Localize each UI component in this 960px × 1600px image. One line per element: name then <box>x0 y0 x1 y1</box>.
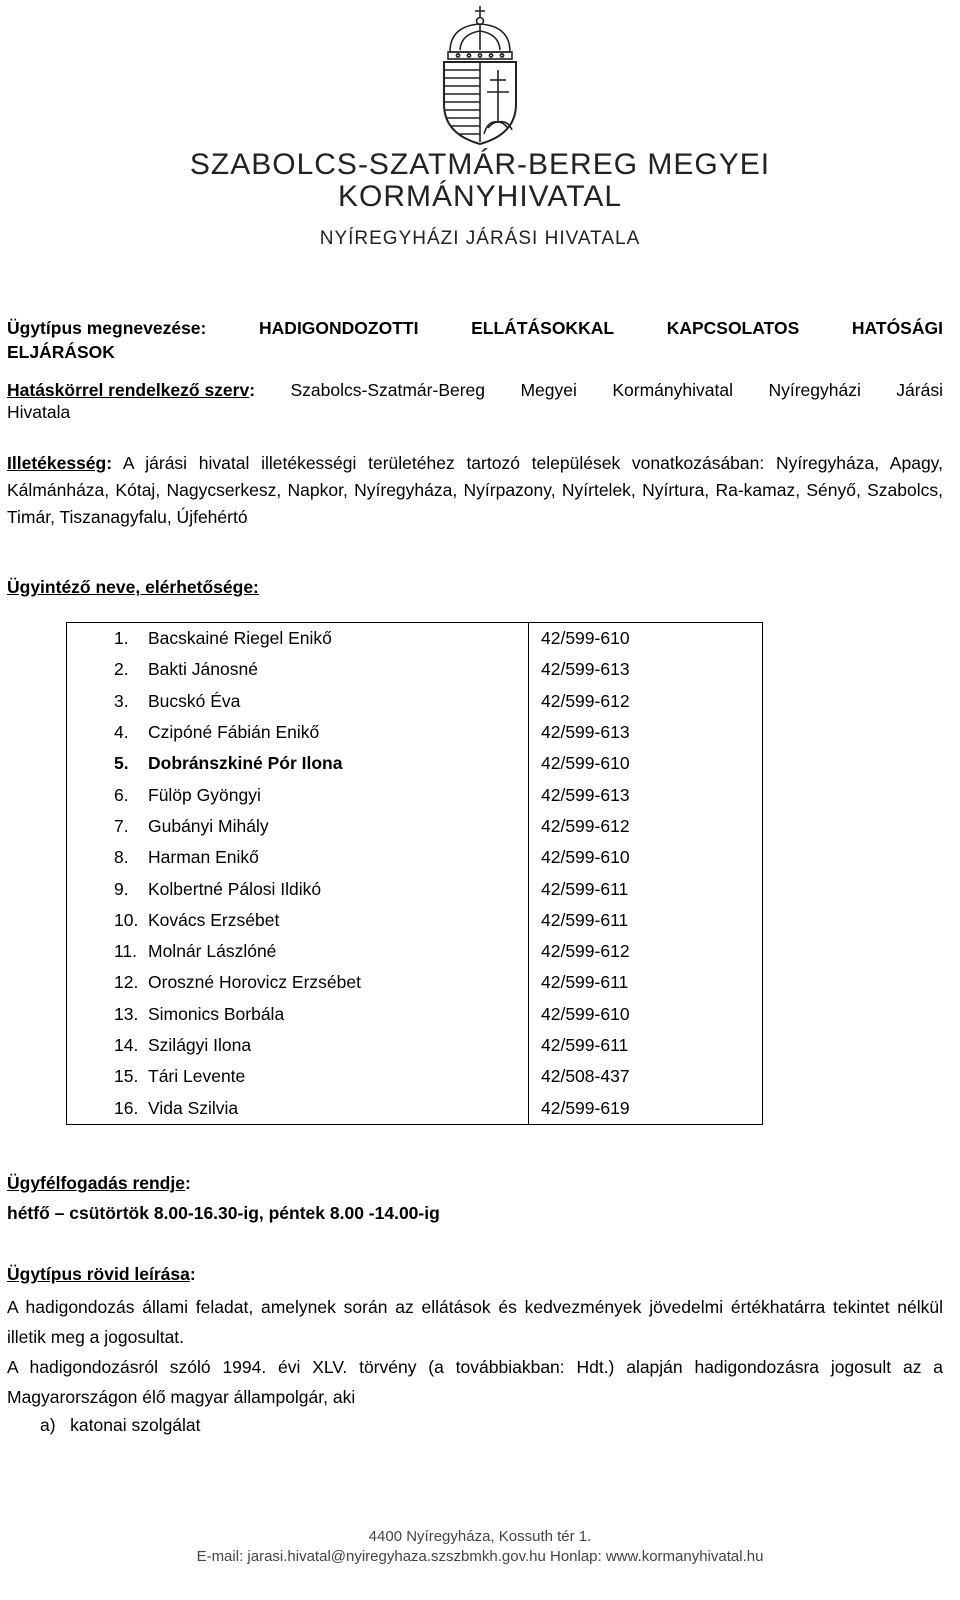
table-row <box>67 936 763 967</box>
clerk-name-cell <box>67 654 529 685</box>
clerk-name-cell <box>67 999 529 1030</box>
clerk-name: Fülöp Gyöngyi <box>148 784 261 805</box>
clerk-phone: 42/599-610 <box>529 999 763 1030</box>
competence-label: Illetékesség <box>7 453 107 473</box>
case-type-word: ELLÁTÁSOKKAL <box>471 318 615 338</box>
clerk-phone: 42/599-611 <box>529 1030 763 1061</box>
clerk-name-cell <box>67 686 529 717</box>
clerk-number: 5. <box>114 753 129 774</box>
clerk-name: Molnár Lászlóné <box>148 941 277 962</box>
description-paragraph-1: A hadigondozás állami feladat, amelynek során az ellátások és kedvezmények jövedelmi értékhatárra tekintet nélkül illetik meg a jogosultat. <box>7 1297 943 1347</box>
table-row <box>67 999 763 1030</box>
clerk-number: 6. <box>114 784 129 805</box>
clerk-number: 4. <box>114 722 129 743</box>
org-name-line1: SZABOLCS-SZATMÁR-BEREG MEGYEI <box>189 148 771 181</box>
table-row <box>67 1092 763 1124</box>
authority-word: Megyei <box>520 380 577 400</box>
authority-line2: Hivatala <box>7 402 71 422</box>
clerk-name-cell <box>67 1061 529 1092</box>
table-row <box>67 842 763 873</box>
clerk-name: Harman Enikő <box>148 847 259 868</box>
clerk-number: 15. <box>114 1066 139 1087</box>
clerk-number: 7. <box>114 815 129 836</box>
table-row <box>67 1030 763 1061</box>
table-row <box>67 873 763 904</box>
case-type-line2: ELJÁRÁSOK <box>7 342 115 362</box>
authority-label-wrap <box>7 379 255 402</box>
clerk-phone: 42/599-613 <box>529 654 763 685</box>
authority-word: Szabolcs-Szatmár-Bereg <box>290 380 486 400</box>
clerk-name-cell <box>67 779 529 810</box>
authority-colon: : <box>249 380 256 400</box>
table-row <box>67 748 763 779</box>
table-row <box>67 811 763 842</box>
clerk-phone: 42/599-612 <box>529 686 763 717</box>
clerk-name-cell <box>67 936 529 967</box>
table-row <box>67 623 763 655</box>
clerk-phone: 42/599-611 <box>529 967 763 998</box>
clerk-number: 2. <box>114 659 129 680</box>
org-name-line2: KORMÁNYHIVATAL <box>337 180 623 213</box>
clerk-phone: 42/599-610 <box>529 623 763 655</box>
list-item-text: katonai szolgálat <box>70 1415 201 1435</box>
clerk-name: Oroszné Horovicz Erzsébet <box>148 972 361 993</box>
clerk-number: 11. <box>114 941 138 962</box>
clerk-name: Vida Szilvia <box>148 1097 239 1118</box>
clerk-number: 8. <box>114 847 129 868</box>
footer-address: 4400 Nyíregyháza, Kossuth tér 1. <box>368 1528 592 1545</box>
table-row <box>67 779 763 810</box>
clerk-name: Bacskainé Riegel Enikő <box>148 628 332 649</box>
clerk-name-cell <box>67 717 529 748</box>
clerk-number: 3. <box>114 690 129 711</box>
authority-label: Hatáskörrel rendelkező szerv <box>7 380 250 400</box>
clerk-name-cell <box>67 842 529 873</box>
reception-hours: hétfő – csütörtök 8.00-16.30-ig, péntek 8.00 -14.00-ig <box>7 1203 440 1223</box>
clerk-name-cell <box>67 811 529 842</box>
footer-contact: E-mail: jarasi.hivatal@nyiregyhaza.szszbmkh.gov.hu Honlap: www.kormanyhivatal.hu <box>196 1548 764 1565</box>
clerk-name-cell <box>67 967 529 998</box>
clerk-name: Kolbertné Pálosi Ildikó <box>148 878 322 899</box>
clerk-name: Czipóné Fábián Enikő <box>148 722 320 743</box>
reception-title-row <box>7 1172 943 1195</box>
case-type-row <box>7 317 943 340</box>
clerk-name-cell <box>67 1092 529 1124</box>
authority-word: Kormányhivatal <box>612 380 733 400</box>
clerk-phone: 42/599-613 <box>529 717 763 748</box>
coat-of-arms-icon <box>436 4 524 146</box>
competence-text: A járási hivatal illetékességi területéhez tartozó települések vonatkozásában: Nyíregyháza, Apagy, Kálmánháza, Kótaj, Nagycserkesz, Napkor, Nyíregyháza, Nyírpazony, Nyírtelek, Nyírtura, Ra-kamaz, Sényő, Szabolcs, Timár, Tiszanagyfalu, Újfehértó <box>7 453 943 527</box>
description-title-row <box>7 1263 943 1286</box>
clerk-name-cell <box>67 748 529 779</box>
clerk-name: Kovács Erzsébet <box>148 909 280 930</box>
table-row <box>67 905 763 936</box>
clerk-number: 1. <box>114 628 129 649</box>
authority-word: Járási <box>896 380 943 400</box>
authority-row <box>7 379 943 402</box>
description-title: Ügytípus rövid leírása <box>7 1264 190 1284</box>
table-row <box>67 686 763 717</box>
clerk-phone: 42/508-437 <box>529 1061 763 1092</box>
clerk-number: 9. <box>114 878 129 899</box>
case-type-word: KAPCSOLATOS <box>666 318 800 338</box>
clerk-phone: 42/599-612 <box>529 936 763 967</box>
competence-paragraph <box>7 450 943 531</box>
clerk-number: 12. <box>114 972 139 993</box>
clerk-name-cell <box>67 1030 529 1061</box>
clerk-phone: 42/599-611 <box>529 873 763 904</box>
clerk-phone: 42/599-611 <box>529 905 763 936</box>
authority-word: Nyíregyházi <box>768 380 861 400</box>
list-marker: a) <box>40 1415 56 1435</box>
clerk-name: Gubányi Mihály <box>148 815 269 836</box>
contacts-table <box>66 622 763 1125</box>
clerk-name: Dobránszkiné Pór Ilona <box>148 753 343 774</box>
clerk-name: Simonics Borbála <box>148 1003 285 1024</box>
case-type-word: HATÓSÁGI <box>851 318 943 338</box>
clerk-phone: 42/599-613 <box>529 779 763 810</box>
clerk-name: Bakti Jánosné <box>148 659 258 680</box>
case-type-word: HADIGONDOZOTTI <box>259 318 419 338</box>
clerk-phone: 42/599-610 <box>529 842 763 873</box>
reception-title: Ügyfélfogadás rendje <box>7 1173 185 1193</box>
table-row <box>67 1061 763 1092</box>
clerk-name-cell <box>67 905 529 936</box>
case-type-label: Ügytípus megnevezése: <box>7 318 207 338</box>
competence-colon: : <box>106 453 113 473</box>
table-row <box>67 654 763 685</box>
org-subunit-name: NYÍREGYHÁZI JÁRÁSI HIVATALA <box>319 228 641 249</box>
description-colon: : <box>189 1264 196 1284</box>
table-row <box>67 717 763 748</box>
contacts-title: Ügyintéző neve, elérhetősége: <box>7 577 259 597</box>
clerk-number: 10. <box>114 909 139 930</box>
clerk-number: 16. <box>114 1097 139 1118</box>
clerk-phone: 42/599-612 <box>529 811 763 842</box>
reception-colon: : <box>184 1173 191 1193</box>
clerk-name-cell <box>67 873 529 904</box>
clerk-name-cell <box>67 623 529 655</box>
description-paragraph-2: A hadigondozásról szóló 1994. évi XLV. törvény (a továbbiakban: Hdt.) alapján hadigondozásra jogosult az a Magyarországon élő magyar állampolgár, aki <box>7 1357 943 1407</box>
description-list-item-a <box>40 1414 960 1437</box>
table-row <box>67 967 763 998</box>
clerk-phone: 42/599-610 <box>529 748 763 779</box>
clerk-number: 14. <box>114 1035 139 1055</box>
clerk-name: Bucskó Éva <box>148 690 241 711</box>
clerk-phone: 42/599-619 <box>529 1092 763 1124</box>
clerk-name: Tári Levente <box>148 1066 246 1087</box>
clerk-number: 13. <box>114 1003 139 1024</box>
clerk-name: Szilágyi Ilona <box>148 1035 252 1055</box>
